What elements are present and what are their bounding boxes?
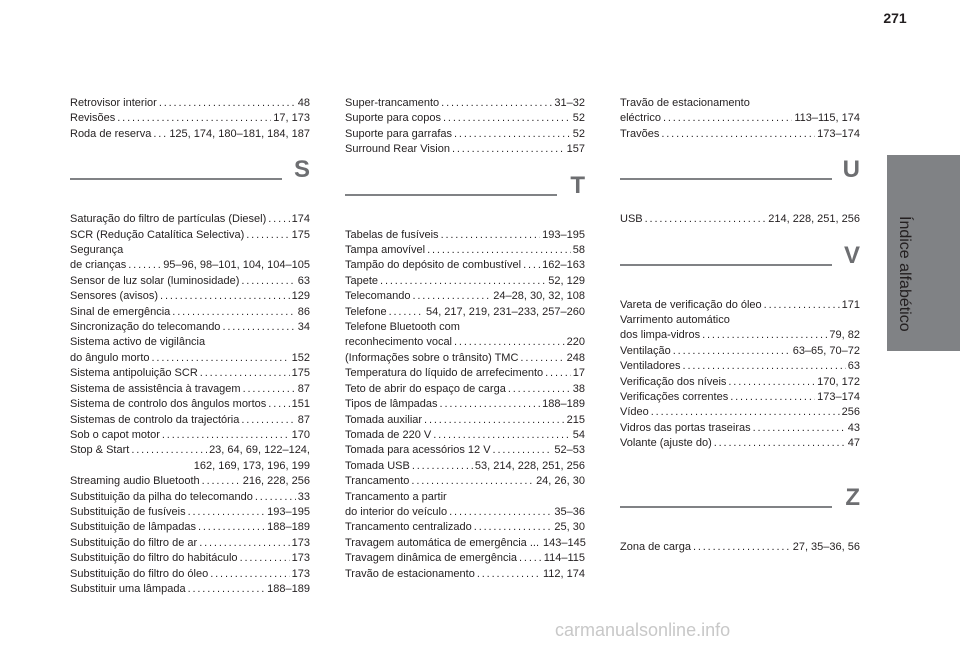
dot-leader [412, 459, 473, 474]
index-entry-pages: 162–163 [542, 259, 585, 272]
index-entry [70, 582, 310, 597]
index-entry-term: Vídeo [620, 406, 649, 419]
index-entry-pages: 33 [297, 490, 310, 503]
index-entry [70, 443, 310, 458]
index-entry-pages: 114–115 [543, 552, 585, 565]
index-entry [620, 436, 860, 451]
dot-leader [519, 551, 542, 566]
index-entry-pages: 256 [841, 406, 860, 419]
index-entry-pages: 87 [297, 382, 310, 395]
index-entry-term: Tabelas de fusíveis [345, 228, 439, 241]
index-entry-term: eléctrico [620, 112, 661, 125]
dot-leader [493, 443, 553, 458]
index-entry [620, 212, 860, 227]
index-entry-pages: 38 [572, 382, 585, 395]
index-entry-term: Zona de carga [620, 540, 691, 553]
section-letter: Z [845, 483, 860, 511]
index-entry-term: Sinal de emergência [70, 305, 171, 318]
index-entry-term: Travagem automática de emergência ... [345, 536, 540, 549]
section-letter: T [570, 171, 585, 199]
index-entry-term: Verificação dos níveis [620, 375, 727, 388]
index-entry-pages: 58 [572, 244, 585, 257]
dot-leader [243, 382, 296, 397]
index-entry-term: Ventiladores [620, 360, 681, 373]
section-divider [620, 506, 832, 508]
dot-leader [427, 243, 571, 258]
dot-leader [508, 382, 571, 397]
index-entry [70, 258, 310, 273]
index-entry [620, 540, 860, 555]
index-entry-pages: 171 [841, 298, 860, 311]
dot-leader [440, 397, 541, 412]
index-entry-term: Sob o capot motor [70, 428, 160, 441]
dot-leader [198, 520, 265, 535]
index-page-continuation: 162, 169, 173, 196, 199 [193, 459, 310, 472]
dot-leader [454, 335, 565, 350]
dot-leader [199, 536, 289, 551]
index-entry-term: Substituição do filtro do habitáculo [70, 552, 238, 565]
index-entry-term: Retrovisor interior [70, 97, 157, 109]
index-entry-pages: 63–65, 70–72 [792, 344, 860, 357]
index-entry-pages: 129 [291, 290, 310, 303]
dot-leader [160, 289, 290, 304]
index-entry [345, 289, 585, 304]
dot-leader [200, 366, 290, 381]
index-entry-term: Substituição do filtro de ar [70, 536, 198, 549]
index-entry [345, 127, 585, 142]
index-entry-pages: 143–145 [543, 536, 586, 549]
index-entry-pages: 188–189 [267, 521, 310, 534]
index-entry-pages: 24, 26, 30 [536, 475, 585, 488]
index-entry-pages: 63 [847, 360, 860, 373]
index-entry-pages: 170, 172 [817, 375, 860, 388]
index-entry [70, 366, 310, 381]
index-entry [620, 359, 860, 374]
dot-leader [202, 474, 241, 489]
dot-leader [162, 428, 290, 443]
index-entry-term: Tipos de lâmpadas [345, 398, 438, 411]
index-entry [345, 305, 585, 320]
dot-leader [449, 505, 552, 520]
dot-leader [255, 490, 296, 505]
section-divider [620, 264, 832, 266]
index-entry-pages: 173 [291, 536, 310, 549]
index-entry [70, 397, 310, 412]
index-entry [70, 474, 310, 489]
index-entry-pages: 193–195 [542, 228, 585, 241]
index-entry-term: Substituição da pilha do telecomando [70, 490, 253, 503]
index-entry-pages: 248 [566, 351, 585, 364]
section-letter: V [843, 241, 860, 269]
section-divider [70, 178, 282, 180]
index-entry-pages: 173–174 [817, 391, 860, 404]
index-entry-term: Substituição de lâmpadas [70, 521, 196, 534]
index-entry [70, 413, 310, 428]
dot-leader [128, 258, 161, 273]
index-entry [70, 382, 310, 397]
index-entry-pages: 35–36 [554, 505, 585, 518]
index-entry [345, 397, 585, 412]
index-entry [70, 490, 310, 505]
dot-leader [188, 582, 266, 597]
index-entry-pages: 43 [847, 421, 860, 434]
index-entry [70, 351, 310, 366]
index-heading: Varrimento automático [620, 314, 730, 327]
section-header-z [620, 483, 860, 532]
index-entry-pages: 95–96, 98–101, 104, 104–105 [163, 259, 310, 272]
index-entry [345, 274, 585, 289]
watermark: carmanualsonline.info [555, 620, 731, 640]
index-entry-pages: 193–195 [267, 505, 310, 518]
index-entry-pages: 113–115, 174 [794, 112, 860, 125]
index-entry-pages: 63 [297, 274, 310, 287]
index-entry [70, 505, 310, 520]
index-entry-pages: 151 [291, 398, 310, 411]
index-entry-term: do ângulo morto [70, 351, 150, 364]
index-entry [345, 443, 585, 458]
index-entry-term: USB [620, 213, 643, 226]
index-entry-term: (Informações sobre o trânsito) TMC [345, 351, 519, 364]
index-entry-term: Sincronização do telecomando [70, 321, 221, 334]
index-entry [345, 382, 585, 397]
index-heading: Telefone Bluetooth com [345, 321, 460, 334]
index-entry-pages: 174 [291, 213, 310, 226]
index-entry-term: reconhecimento vocal [345, 336, 453, 349]
index-column-2 [345, 96, 585, 582]
index-entry [70, 212, 310, 227]
index-entry-term: Tapete [345, 274, 379, 287]
index-column-1 [70, 96, 310, 597]
section-letter: S [293, 156, 310, 184]
dot-leader [411, 474, 534, 489]
index-entry-pages: 170 [291, 428, 310, 441]
index-entry-pages: 52, 129 [548, 274, 585, 287]
side-label: Índice alfabético [896, 216, 913, 332]
index-entry-pages: 54, 217, 219, 231–233, 257–260 [425, 305, 585, 318]
index-entry [620, 127, 860, 142]
index-entry [345, 96, 585, 111]
dot-leader [753, 421, 846, 436]
dot-leader [714, 436, 846, 451]
index-entry-term: Suporte para copos [345, 112, 442, 125]
index-heading: Trancamento a partir [345, 490, 447, 503]
index-entry-term: Saturação do filtro de partículas (Diesel) [70, 213, 267, 226]
dot-leader [210, 567, 289, 582]
dot-leader [520, 351, 564, 366]
page-number: 271 [883, 10, 907, 26]
dot-leader [443, 111, 571, 126]
index-entry [70, 305, 310, 320]
index-entry-pages: 188–189 [542, 398, 585, 411]
index-entry-pages: 23, 64, 69, 122–124, [209, 444, 310, 457]
index-entry-pages: 220 [566, 336, 585, 349]
index-entry [70, 127, 310, 142]
index-entry-term: Roda de reserva [70, 127, 152, 140]
index-entry [345, 474, 585, 489]
index-entry [620, 111, 860, 126]
index-entry [70, 96, 310, 111]
index-entry-pages: 173–174 [817, 127, 860, 140]
index-entry-term: Surround Rear Vision [345, 143, 450, 156]
index-heading: Segurança [70, 244, 124, 257]
index-entry-term: Sensor de luz solar (luminosidade) [70, 274, 240, 287]
index-entry-pages: 53, 214, 228, 251, 256 [474, 459, 585, 472]
dot-leader [764, 298, 840, 313]
index-entry-pages: 214, 228, 251, 256 [768, 213, 860, 226]
dot-leader [433, 428, 571, 443]
index-entry-term: Sistema de assistência à travagem [70, 382, 241, 395]
index-entry [70, 320, 310, 335]
dot-leader [728, 375, 815, 390]
index-entry [345, 228, 585, 243]
dot-leader [545, 366, 571, 381]
index-entry-pages: 52–53 [554, 444, 585, 457]
dot-leader [474, 520, 553, 535]
section-header-v [620, 241, 860, 290]
index-entry-term: Trancamento centralizado [345, 521, 472, 534]
index-entry-pages: 175 [291, 228, 310, 241]
index-entry [345, 366, 585, 381]
index-entry [70, 428, 310, 443]
index-entry-term: Travão de estacionamento [345, 567, 475, 580]
index-entry-term: Tomada para acessórios 12 V [345, 444, 491, 457]
index-entry-term: Telefone [345, 305, 387, 318]
dot-leader [268, 212, 289, 227]
index-entry-term: Tomada auxiliar [345, 413, 423, 426]
index-entry [345, 142, 585, 157]
dot-leader [645, 212, 767, 227]
index-entry [70, 289, 310, 304]
section-header-u [620, 156, 860, 204]
index-entry-term: Teto de abrir do espaço de carga [345, 382, 506, 395]
index-entry-pages: 17 [572, 367, 585, 380]
index-entry-term: Revisões [70, 112, 116, 125]
index-entry [345, 413, 585, 428]
index-entry [620, 328, 860, 343]
index-entry [345, 536, 585, 551]
dot-leader [241, 274, 295, 289]
section-header-t [345, 171, 585, 220]
index-entry-pages: 48 [297, 97, 310, 109]
index-entry-term: Sistemas de controlo da trajectória [70, 413, 240, 426]
index-entry-pages: 216, 228, 256 [242, 475, 310, 488]
index-entry [345, 505, 585, 520]
dot-leader [661, 127, 815, 142]
index-entry-pages: 157 [566, 143, 585, 156]
index-entry [345, 111, 585, 126]
index-entry-term: Suporte para garrafas [345, 127, 453, 140]
dot-leader [188, 505, 266, 520]
section-divider [620, 178, 832, 180]
index-entry-term: Sensores (avisos) [70, 290, 159, 303]
dot-leader [673, 344, 791, 359]
index-entry-pages: 52 [572, 127, 585, 140]
index-entry-term: Vidros das portas traseiras [620, 421, 751, 434]
section-header-s [70, 156, 310, 204]
index-entry [70, 520, 310, 535]
dot-leader [424, 413, 565, 428]
index-entry-term: Verificações correntes [620, 391, 729, 404]
section-divider [345, 194, 557, 196]
index-entry [70, 567, 310, 582]
dot-leader [153, 127, 167, 142]
dot-leader [441, 228, 541, 243]
index-entry-term: Tampão do depósito de combustível [345, 259, 522, 272]
index-entry-pages: 188–189 [267, 582, 310, 595]
index-entry-term: Tomada USB [345, 459, 410, 472]
dot-leader [683, 359, 846, 374]
index-entry-pages: 17, 173 [273, 112, 310, 125]
index-entry-pages: 175 [291, 367, 310, 380]
index-entry-term: do interior do veículo [345, 505, 448, 518]
index-entry-pages: 87 [297, 413, 310, 426]
index-entry-term: Vareta de verificação do óleo [620, 298, 762, 311]
dot-leader [452, 142, 565, 157]
dot-leader [268, 397, 289, 412]
index-entry [620, 298, 860, 313]
index-entry-term: dos limpa-vidros [620, 329, 701, 342]
dot-leader [117, 111, 271, 126]
index-entry [345, 551, 585, 566]
index-entry [345, 520, 585, 535]
index-entry [620, 390, 860, 405]
index-entry [70, 551, 310, 566]
dot-leader [412, 289, 491, 304]
dot-leader [222, 320, 295, 335]
index-entry-term: Sistema de controlo dos ângulos mortos [70, 398, 267, 411]
dot-leader [246, 228, 289, 243]
index-entry [345, 258, 585, 273]
index-entry-term: Temperatura do líquido de arrefecimento [345, 367, 544, 380]
dot-leader [152, 351, 290, 366]
index-entry-term: Tampa amovível [345, 244, 426, 257]
index-entry [620, 375, 860, 390]
dot-leader [702, 328, 827, 343]
index-entry-term: Super-trancamento [345, 97, 440, 109]
index-entry-pages: 52 [572, 112, 585, 125]
dot-leader [651, 405, 840, 420]
index-entry-term: Telecomando [345, 290, 411, 303]
index-entry-term: Sistema antipoluição SCR [70, 367, 198, 380]
dot-leader [454, 127, 571, 142]
index-entry [345, 567, 585, 582]
index-entry [70, 111, 310, 126]
index-entry-pages: 86 [297, 305, 310, 318]
index-entry-pages: 54 [572, 428, 585, 441]
dot-leader [663, 111, 792, 126]
index-entry-pages: 125, 174, 180–181, 184, 187 [169, 127, 310, 140]
index-entry [70, 536, 310, 551]
index-entry [620, 421, 860, 436]
dot-leader [730, 390, 815, 405]
index-entry [345, 335, 585, 350]
index-entry-term: de crianças [70, 259, 127, 272]
dot-leader [172, 305, 295, 320]
dot-leader [389, 305, 424, 320]
dot-leader [159, 96, 296, 111]
index-entry-term: Ventilação [620, 344, 671, 357]
index-entry-pages: 152 [291, 351, 310, 364]
index-entry-term: SCR (Redução Catalítica Selectiva) [70, 228, 245, 241]
index-entry-term: Volante (ajuste do) [620, 437, 712, 450]
section-letter: U [842, 156, 860, 184]
dot-leader [131, 443, 207, 458]
index-entry-pages: 25, 30 [554, 521, 585, 534]
index-heading: Sistema activo de vigilância [70, 336, 206, 349]
index-entry [345, 351, 585, 366]
index-entry-term: Stop & Start [70, 444, 130, 457]
index-entry-term: Travagem dinâmica de emergência [345, 552, 518, 565]
dot-leader [241, 413, 295, 428]
index-entry-term: Tomada de 220 V [345, 428, 432, 441]
index-entry-pages: 173 [291, 552, 310, 565]
index-entry [620, 344, 860, 359]
index-entry-pages: 31–32 [554, 97, 585, 109]
index-entry [345, 428, 585, 443]
index-entry-pages: 34 [297, 321, 310, 334]
index-column-3 [620, 96, 860, 555]
index-entry-pages: 27, 35–36, 56 [792, 540, 860, 553]
index-entry [345, 243, 585, 258]
index-entry [70, 274, 310, 289]
index-entry-pages: 24–28, 30, 32, 108 [493, 290, 585, 303]
dot-leader [441, 96, 552, 111]
index-entry-term: Trancamento [345, 475, 410, 488]
index-entry [70, 228, 310, 243]
index-entry-pages: 79, 82 [829, 329, 860, 342]
index-entry-pages: 47 [847, 437, 860, 450]
dot-leader [693, 540, 791, 555]
index-entry-pages: 173 [291, 567, 310, 580]
index-entry-term: Travões [620, 127, 660, 140]
index-entry-pages: 215 [566, 413, 585, 426]
dot-leader [523, 258, 540, 273]
dot-leader [240, 551, 290, 566]
index-heading: Travão de estacionamento [620, 97, 750, 109]
index-entry-term: Substituição do filtro do óleo [70, 567, 209, 580]
dot-leader [380, 274, 546, 289]
index-entry-term: Substituição de fusíveis [70, 505, 186, 518]
dot-leader [477, 567, 541, 582]
index-entry [620, 405, 860, 420]
index-entry-term: Substituir uma lâmpada [70, 582, 186, 595]
index-entry-term: Streaming audio Bluetooth [70, 475, 200, 488]
index-entry [345, 459, 585, 474]
index-entry-pages: 112, 174 [542, 567, 585, 580]
